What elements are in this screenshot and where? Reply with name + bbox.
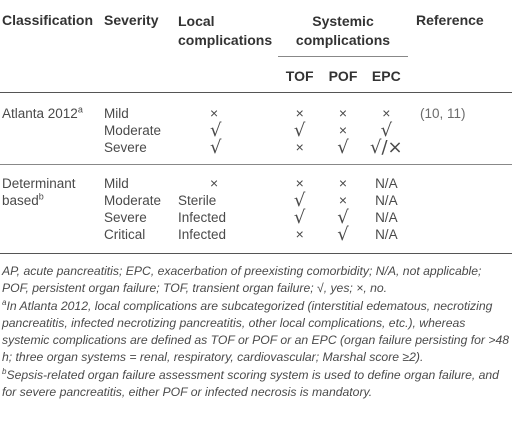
header-systemic-label: Systemic complications: [295, 13, 391, 48]
local-cell: Sterile: [178, 193, 217, 208]
group-determinant-epc: [365, 165, 408, 254]
header-reference: [408, 0, 512, 93]
group-determinant-severity: [104, 165, 178, 254]
pof-cell: ×: [338, 122, 348, 138]
group-atlanta-local: [178, 93, 278, 165]
atlanta-superscript: a: [77, 104, 83, 115]
header-classification-label: Classification: [2, 12, 94, 28]
local-cell: Infected: [178, 210, 227, 225]
group-atlanta-classification: [0, 93, 104, 165]
header-epc-label: EPC: [371, 68, 401, 84]
footnotes: [2, 263, 510, 401]
epc-cell: N/A: [375, 227, 398, 242]
footnote-b: [2, 367, 510, 401]
pof-cell: √: [337, 207, 349, 228]
group-atlanta-epc: [365, 93, 408, 165]
epc-cell: ×: [382, 105, 391, 121]
group-atlanta: [0, 93, 512, 165]
group-determinant-tof: [278, 165, 321, 254]
tof-cell: √: [293, 190, 306, 211]
tof-cell: ×: [295, 105, 304, 121]
header-systemic-complications: [278, 0, 408, 57]
header-epc: [365, 57, 408, 93]
header-pof: [321, 57, 364, 93]
severity-cell: Mild: [104, 106, 129, 121]
group-atlanta-tof: [278, 93, 321, 165]
header-local-complications: [178, 0, 278, 93]
group-determinant: [0, 165, 512, 254]
severity-cell: Mild: [104, 176, 129, 191]
tof-cell: √: [293, 120, 306, 141]
footnote-abbreviations: AP, acute pancreatitis; EPC, exacerbation of preexisting comorbidity; N/A, not applicable; POF, persistent organ failure; TOF, transient organ failure; √, yes; ×, no.: [2, 264, 482, 295]
epc-cell: √/×: [370, 137, 403, 158]
footnote-b-text: Sepsis-related organ failure assessment scoring system is used to define organ failure, and for severe pancreatitis, either POF or infected necrosis is mandatory.: [2, 368, 499, 399]
epc-cell: N/A: [375, 193, 398, 208]
severity-cell: Critical: [104, 227, 146, 242]
local-cell: √: [210, 120, 222, 141]
atlanta-label: Atlanta 2012: [2, 106, 78, 121]
severity-cell: Moderate: [104, 123, 162, 138]
severity-cell: Severe: [104, 210, 147, 225]
determinant-superscript: b: [38, 191, 44, 202]
pof-cell: ×: [338, 105, 348, 121]
group-determinant-pof: [321, 165, 364, 254]
reference-cell: (10, 11): [420, 106, 466, 121]
group-determinant-reference: [408, 165, 512, 254]
tof-cell: ×: [295, 226, 304, 242]
severity-cell: Moderate: [104, 193, 162, 208]
pof-cell: √: [337, 137, 349, 158]
severity-cell: Severe: [104, 140, 147, 155]
header-tof: [278, 57, 321, 93]
group-determinant-classification: [0, 165, 104, 254]
footnote-a-text: In Atlanta 2012, local complications are subcategorized (interstitial edematous, necrotizing pancreatitis, infected necrotizing pancreatitis, other local complications, etc.), whereas systemic complications are defined as TOF or POF or an EPC (organ failure persisting for >48 h; three organ systems = renal, respiratory, cardiovascular; Marshal score ≥2).: [2, 299, 510, 364]
header-local-label: Local complications: [178, 13, 273, 48]
header-reference-label: Reference: [416, 12, 484, 28]
header-severity: [104, 0, 178, 93]
pof-cell: √: [337, 224, 349, 245]
local-cell: √: [210, 137, 222, 158]
header-tof-label: TOF: [285, 68, 314, 84]
determinant-label-line2: based: [2, 193, 39, 208]
local-cell: Infected: [178, 227, 227, 242]
determinant-label-line1: Determinant: [2, 176, 76, 191]
header-classification: [0, 0, 104, 93]
header-row: [0, 0, 512, 57]
reference-cell: [416, 175, 512, 192]
header-severity-label: Severity: [104, 12, 159, 28]
footnote-b-marker: b: [2, 366, 7, 376]
group-atlanta-severity: [104, 93, 178, 165]
pof-cell: ×: [338, 175, 348, 191]
group-atlanta-pof: [321, 93, 364, 165]
tof-cell: ×: [295, 139, 304, 155]
footnote-a-marker: a: [2, 297, 7, 307]
epc-cell: √: [380, 120, 393, 141]
tof-cell: ×: [295, 175, 304, 191]
tof-cell: √: [293, 207, 306, 228]
group-determinant-local: [178, 165, 278, 254]
header-pof-label: POF: [328, 68, 358, 84]
local-cell: ×: [210, 175, 219, 191]
group-atlanta-reference: [408, 93, 512, 165]
footnote-a: [2, 298, 510, 366]
epc-cell: N/A: [375, 210, 398, 225]
epc-cell: N/A: [375, 176, 398, 191]
local-cell: ×: [210, 105, 219, 121]
pof-cell: ×: [338, 192, 348, 208]
